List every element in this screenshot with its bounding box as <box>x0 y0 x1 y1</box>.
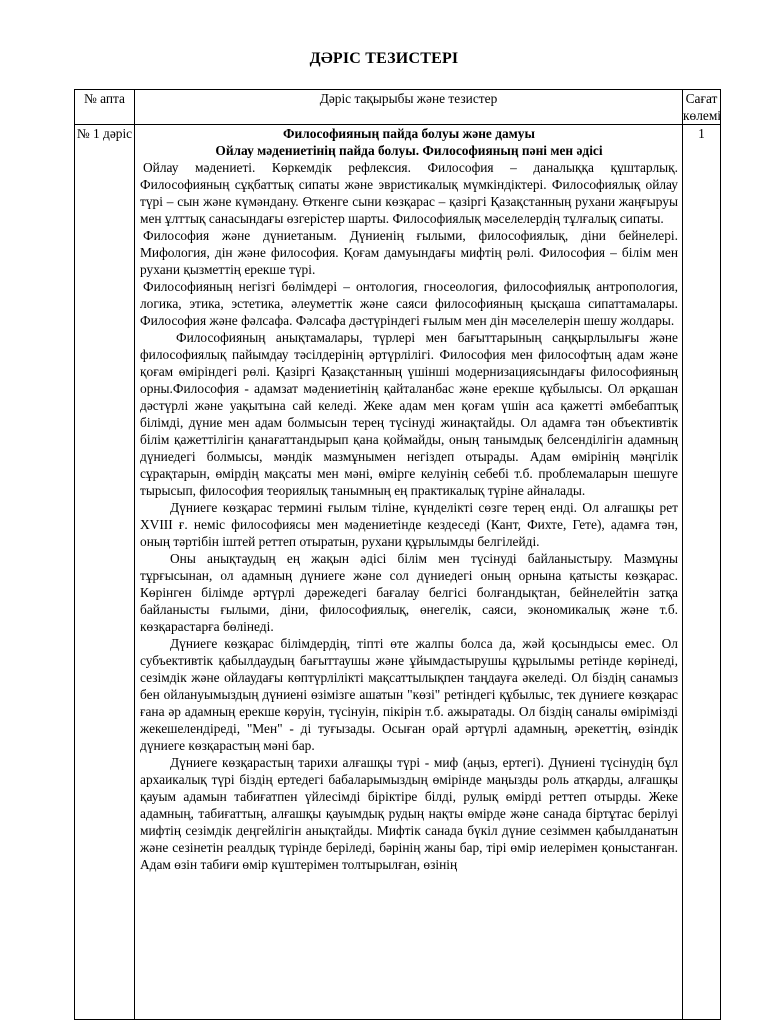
table-header-row <box>75 90 721 125</box>
thesis-table <box>74 89 721 1020</box>
row-content <box>135 125 683 1020</box>
header-topic: Дәріс тақырыбы және тезистер <box>135 90 683 125</box>
page-title: ДӘРІС ТЕЗИСТЕРІ <box>309 50 459 67</box>
header-week: № апта <box>75 90 135 125</box>
paragraph: Дүниеге көзқарастың тарихи алғашқы түрі - миф (аңыз, ертегі). Дүниені түсінудің бұл архаикалық түрі біздің ертедегі бабаларымыздың өмірінде маңызды роль атқарды, алғашқы қауым адамын табиғатпен үйлесімді біріктіре білді, рулық өмірді реттеп отырды. Жеке адамның, табиғаттың, алғашқы қауымдық рудың нақты өмірде және санада біртұтас берілуі мифтің сезімдік деңгейлігін анықтайды. Мифтік санада бүкіл дүние сезіммен қабылданатын және сезінетін реалдық түрінде беріледі, бәрінің жаны бар, тірі өмір иелерімен қоныстанған. Адам өзін табиғи өмір күштерімен толтырылған, өзінің <box>140 755 678 872</box>
row-week: № 1 дәріс <box>75 125 135 1020</box>
header-hours: Сағат көлемі <box>683 91 722 123</box>
paragraph: Дүниеге көзқарас білімдердің, тіпті өте жалпы болса да, жәй қосындысы емес. Ол субъективтік қабылдаудың бағыттаушы және ұйымдастырушы құрылымы ретінде көрінеді, сезімдік және ойлаудағы көптүрлілікті мақсаттылықпен таңдауға әкеледі. Ол біздің санамыз бен ойлануымыздың дүниені өзімізге ашатын "көзі" ретіндегі құбылыс, тек дүниеге көзқарас ғана әр адамның ерекше көруін, түсінуін, пікірін т.б. ажыратады. Ол біздің саналы өмірімізді жекешелендіреді, "Мен" - ді туғызады. Осыған орай әртүрлі адамның, әрекеттің, өзіндік дүниеге көзқарастың мәні бар. <box>140 636 678 753</box>
paragraph: Философия және дүниетаным. Дүниенің ғылыми, философиялық, діни бейнелері. Мифология, дін және философия. Қоғам дамуындағы мифтің рөлі. Философия – білім мен рухани қызметтің ерекше түрі. <box>140 228 678 277</box>
paragraph: Оны анықтаудың ең жақын әдісі білім мен түсінуді байланыстыру. Мазмұны тұрғысынан, ол адамның дүниеге және сол дүниедегі оның орнына қатысты көзқарас. Көрінген білімде әртүрлі дәрежедегі бағалау белгісі болғандықтан, бейнелейтін затқа байланысты ғылыми, діни, философиялық, өнегелік, саяси, экономикалық және т.б. көзқарастарға бөлінеді. <box>140 551 678 634</box>
table-row <box>75 125 721 1020</box>
paragraph: Философияның негізгі бөлімдері – онтология, гносеология, философиялық антропология, логика, этика, эстетика, әлеуметтік және саяси философияның қысқаша сипаттамалары. Философия және фәлсафа. Фәлсафа дәстүріндегі ғылым мен дін мәселелерін шешу жолдары. <box>140 279 678 328</box>
row-hours: 1 <box>683 125 721 1020</box>
paragraph: Философияның анықтамалары, түрлері мен бағыттарының саңқырлылығы және философиялық пайымдау тәсілдерінің әртүрлілігі. Философия мен философтың адам және қоғам өміріндегі рөлі. Қазіргі Қазақстанның үшінші модернизациясындағы философияның орны.Философия - адамзат мәдениетінің қайталанбас және ерекше құбылысы. Ол әрқашан дәстүрлі және уақытына сай келеді. Жеке адам мен қоғам үшін аса қажетті әмбебаптық білімді, дүние мен адам болмысын терең түсінуді жинақтайды. Ол адамға тән объективтік білім қажеттілігін қанағаттандырып қана қоймайды, оның танымдық белсенділігін адамның дүниедегі болмысы, мәндік мазмұнымен негіздеп отырады. Адам өмірінің мәңгілік сұрақтарын, өмірдің мақсаты мен мәні, өмірге келуінің себебі т.б. проблемаларын шешуге тырысып, философия теориялық танымның ең практикалық түріне айналады. <box>140 330 678 498</box>
lecture-subtitle: Ойлау мәдениетінің пайда болуы. Философияның пәні мен әдісі <box>215 143 603 158</box>
lecture-title: Философияның пайда болуы және дамуы <box>283 126 535 141</box>
paragraph: Ойлау мәдениеті. Көркемдік рефлексия. Философия – даналыққа құштарлық. Философияның сұқбаттық сипаты және эвристикалық мүмкіндіктері. Философиялық ойлау түрі – сын және күмәндану. Өткенге сыни көзқарас – қазіргі Қазақстанның рухани жаңғыруы мен ұлттық санасындағы өзгерістер шарты. Философиялық мәселелердің тұлғалық сипаты. <box>140 160 678 226</box>
paragraph: Дүниеге көзқарас термині ғылым тіліне, күнделікті сөзге терең енді. Ол алғашқы рет XVIII ғ. неміс философиясы мен мәдениетінде кездеседі (Кант, Фихте, Гете), адамға тән, оның тәртібін іштей реттеп отыратын, рухани құрылымды белгілейді. <box>140 500 678 549</box>
